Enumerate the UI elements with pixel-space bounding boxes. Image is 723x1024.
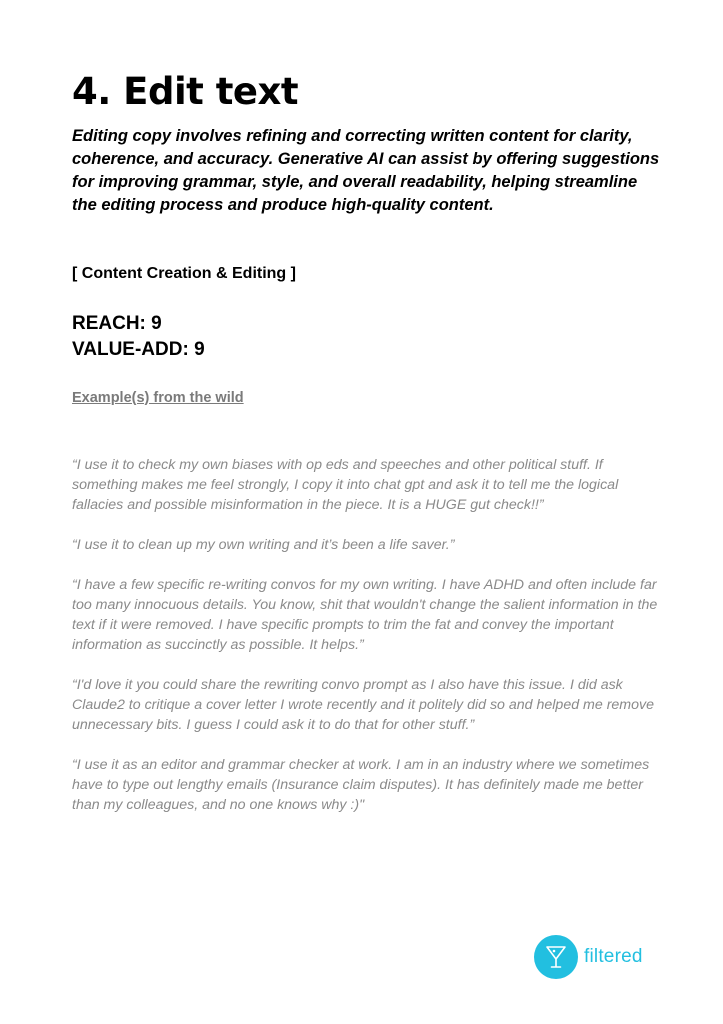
example-quote: “I'd love it you could share the rewriting convo prompt as I also have this issue. I did ask Claude2 to critique a cover letter I wrote recently and it politely did so and helped me remove unnecessary bits. I guess I could ask it to do that for other stuff.” — [72, 677, 654, 733]
example-quote: “I have a few specific re-writing convos for my own writing. I have ADHD and often include far too many innocuous details. You know, shit that wouldn't change the salient information in the text if it were removed. I have specific prompts to trim the fat and convey the important information as succinctly as possible. It helps.” — [72, 577, 658, 653]
page-title: 4. Edit text — [72, 70, 299, 113]
category-label: [ Content Creation & Editing ] — [72, 265, 296, 282]
example-quote: “I use it to clean up my own writing and it’s been a life saver.” — [72, 537, 455, 553]
value-add-score: VALUE-ADD: 9 — [72, 339, 205, 360]
filtered-logo — [534, 935, 643, 979]
intro-paragraph: Editing copy involves refining and correcting written content for clarity, coherence, and accuracy. Generative AI can assist by offering suggestions for improving grammar, style, and overall readability, helping streamline the editing process and produce high-quality content. — [72, 127, 660, 214]
examples-heading: Example(s) from the wild — [72, 390, 244, 406]
martini-glass-icon — [534, 935, 578, 979]
reach-score: REACH: 9 — [72, 313, 162, 334]
example-quote: “I use it to check my own biases with op eds and speeches and other political stuff. If something makes me feel strongly, I copy it into chat gpt and ask it to tell me the logical fallacies and possible misinformation in the piece. It is a HUGE gut check!!” — [72, 457, 619, 513]
example-quote: “I use it as an editor and grammar checker at work. I am in an industry where we sometimes have to type out lengthy emails (Insurance claim disputes). It has definitely made me better than my colleagues, and no one knows why :)" — [72, 757, 650, 813]
logo-wordmark: filtered — [584, 946, 643, 967]
